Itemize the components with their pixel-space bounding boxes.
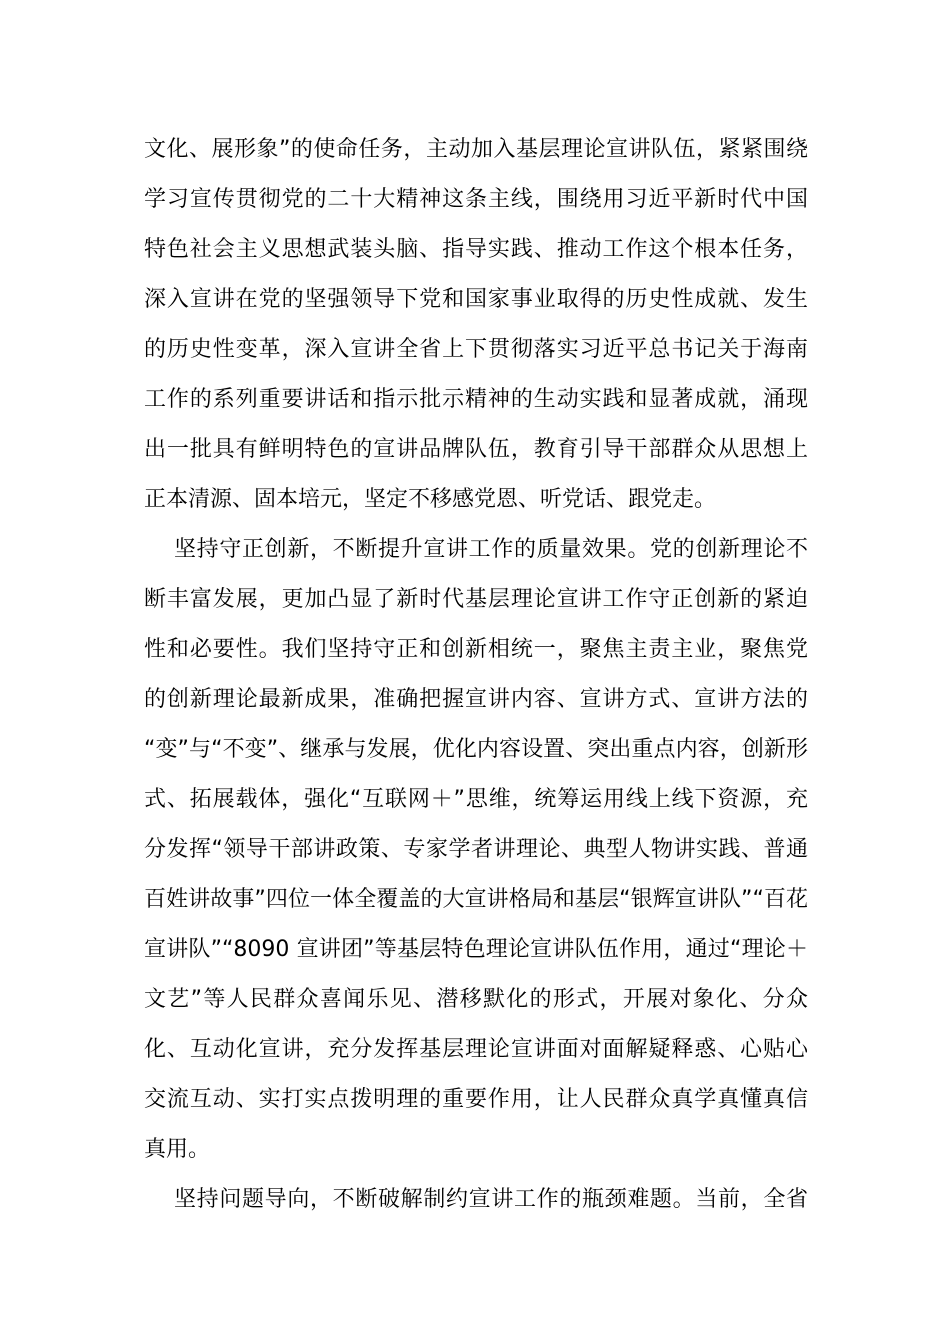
text-line: 出一批具有鲜明特色的宣讲品牌队伍，教育引导干部群众从思想上: [144, 437, 808, 462]
text-line: 宣讲队”“8090 宣讲团”等基层特色理论宣讲队伍作用，通过“理论＋: [144, 937, 808, 962]
text-line: 特色社会主义思想武装头脑、指导实践、推动工作这个根本任务，: [144, 237, 808, 262]
text-line: 分发挥“领导干部讲政策、专家学者讲理论、典型人物讲实践、普通: [144, 837, 808, 862]
text-line: 的创新理论最新成果，准确把握宣讲内容、宣讲方式、宣讲方法的: [144, 687, 808, 712]
paragraph-start-line: 坚持守正创新，不断提升宣讲工作的质量效果。党的创新理论不: [174, 537, 808, 562]
text-line: 断丰富发展，更加凸显了新时代基层理论宣讲工作守正创新的紧迫: [144, 587, 808, 612]
text-line: 百姓讲故事”四位一体全覆盖的大宣讲格局和基层“银辉宣讲队”“百花: [144, 887, 808, 912]
text-line: 化、互动化宣讲，充分发挥基层理论宣讲面对面解疑释惑、心贴心: [144, 1037, 808, 1062]
text-line: 深入宣讲在党的坚强领导下党和国家事业取得的历史性成就、发生: [144, 287, 808, 312]
text-line: “变”与“不变”、继承与发展，优化内容设置、突出重点内容，创新形: [144, 737, 808, 762]
text-line: 真用。: [144, 1137, 211, 1162]
text-line: 学习宣传贯彻党的二十大精神这条主线，围绕用习近平新时代中国: [144, 187, 808, 212]
text-line: 式、拓展载体，强化“互联网＋”思维，统筹运用线上线下资源，充: [144, 787, 808, 812]
text-line: 工作的系列重要讲话和指示批示精神的生动实践和显著成就，涌现: [144, 387, 808, 412]
paragraph-start-line: 坚持问题导向，不断破解制约宣讲工作的瓶颈难题。当前，全省: [174, 1187, 808, 1212]
text-line: 交流互动、实打实点拨明理的重要作用，让人民群众真学真懂真信: [144, 1087, 808, 1112]
text-line: 文艺”等人民群众喜闻乐见、潜移默化的形式，开展对象化、分众: [144, 987, 808, 1012]
text-line: 性和必要性。我们坚持守正和创新相统一，聚焦主责主业，聚焦党: [144, 637, 808, 662]
text-line: 的历史性变革，深入宣讲全省上下贯彻落实习近平总书记关于海南: [144, 337, 808, 362]
text-line: 正本清源、固本培元，坚定不移感党恩、听党话、跟党走。: [144, 487, 717, 512]
text-line: 文化、展形象”的使命任务，主动加入基层理论宣讲队伍，紧紧围绕: [144, 137, 808, 162]
